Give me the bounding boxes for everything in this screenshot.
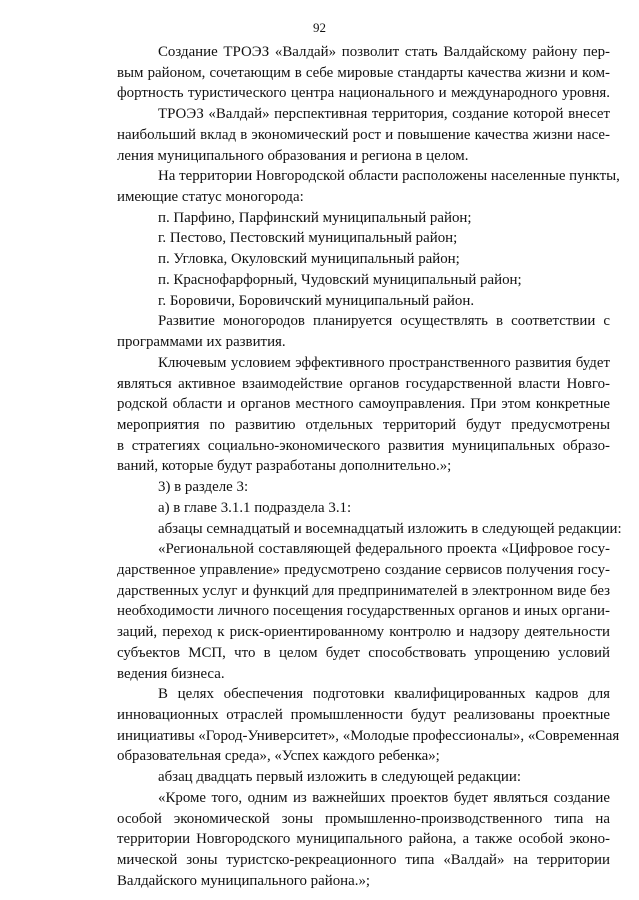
text-line: Ключевым условием эффективного пространственного развития будет	[158, 354, 610, 371]
text-line: ваний, которые будут разработаны дополнительно.»;	[117, 458, 452, 475]
text-line: мероприятия по развитию отдельных территорий будут предусмотрены	[117, 416, 610, 433]
text-line: территории Новгородского муниципального района, а также особой эконо-	[117, 831, 610, 848]
text-line: программами их развития.	[117, 334, 286, 351]
text-line: абзацы семнадцатый и восемнадцатый изложить в следующей редакции:	[158, 520, 622, 537]
list-item: п. Угловка, Окуловский муниципальный район;	[158, 251, 460, 268]
text-line: На территории Новгородской области расположены населенные пункты,	[158, 168, 620, 185]
text-line: дарственных услуг и функций для предпринимателей в электронном виде без	[117, 582, 610, 599]
text-line: имеющие статус моногорода:	[117, 189, 304, 206]
text-line: наибольший вклад в экономический рост и повышение качества жизни насе-	[117, 126, 610, 143]
text-line: Валдайского муниципального района.»;	[117, 872, 371, 889]
text-line: в стратегиях социально-экономического развития муниципальных образо-	[117, 437, 610, 454]
list-item: п. Парфино, Парфинский муниципальный район;	[158, 209, 472, 226]
text-line: «Региональной составляющей федерального проекта «Цифровое госу-	[158, 541, 610, 558]
list-item: г. Пестово, Пестовский муниципальный район;	[158, 230, 458, 247]
page-number: 92	[313, 20, 326, 35]
list-item: г. Боровичи, Боровичский муниципальный район.	[158, 292, 475, 309]
list-item: п. Краснофарфорный, Чудовский муниципальный район;	[158, 271, 522, 288]
text-line: ТРОЭЗ «Валдай» перспективная территория, создание которой внесет	[158, 106, 610, 123]
text-line: ведения бизнеса.	[117, 665, 225, 682]
text-line: особой экономической зоны промышленно-производственного типа на	[117, 810, 610, 827]
text-line: являться активное взаимодействие органов государственной власти Новго-	[117, 375, 610, 392]
text-line: заций, переход к риск-ориентированному контролю и надзору деятельности	[117, 624, 610, 641]
text-line: необходимости личного посещения государственных органов и иных органи-	[117, 603, 610, 620]
text-line: 3) в разделе 3:	[158, 479, 249, 496]
text-line: образовательная среда», «Успех каждого ребенка»;	[117, 748, 440, 765]
document-body	[117, 42, 622, 891]
text-line: ления муниципального образования и региона в целом.	[117, 147, 469, 164]
text-line: абзац двадцать первый изложить в следующей редакции:	[158, 769, 522, 786]
text-line: В целях обеспечения подготовки квалифицированных кадров для	[158, 686, 610, 703]
text-line: родской области и органов местного самоуправления. При этом конкретные	[117, 396, 610, 413]
text-line: Развитие моногородов планируется осуществлять в соответствии с	[158, 313, 610, 330]
text-line: фортность туристического центра национального и международного уровня.	[117, 85, 610, 102]
text-line: «Кроме того, одним из важнейших проектов будет являться создание	[158, 789, 610, 806]
text-line: Создание ТРОЭЗ «Валдай» позволит стать Валдайскому району пер-	[158, 44, 610, 60]
text-line: инициативы «Город-Университет», «Молодые профессионалы», «Современная	[117, 727, 620, 744]
text-line: вым районом, сочетающим в себе мировые стандарты качества жизни и ком-	[117, 64, 610, 81]
text-line: мической зоны туристско-рекреационного типа «Валдай» на территории	[117, 852, 610, 869]
text-line: а) в главе 3.1.1 подраздела 3.1:	[158, 499, 352, 516]
text-line: инновационных отраслей промышленности будут реализованы проектные	[117, 707, 610, 723]
text-line: субъектов МСП, что в целом будет способствовать упрощению условий	[117, 644, 610, 661]
text-line: дарственное управление» предусмотрено создание сервисов получения госу-	[117, 561, 610, 578]
